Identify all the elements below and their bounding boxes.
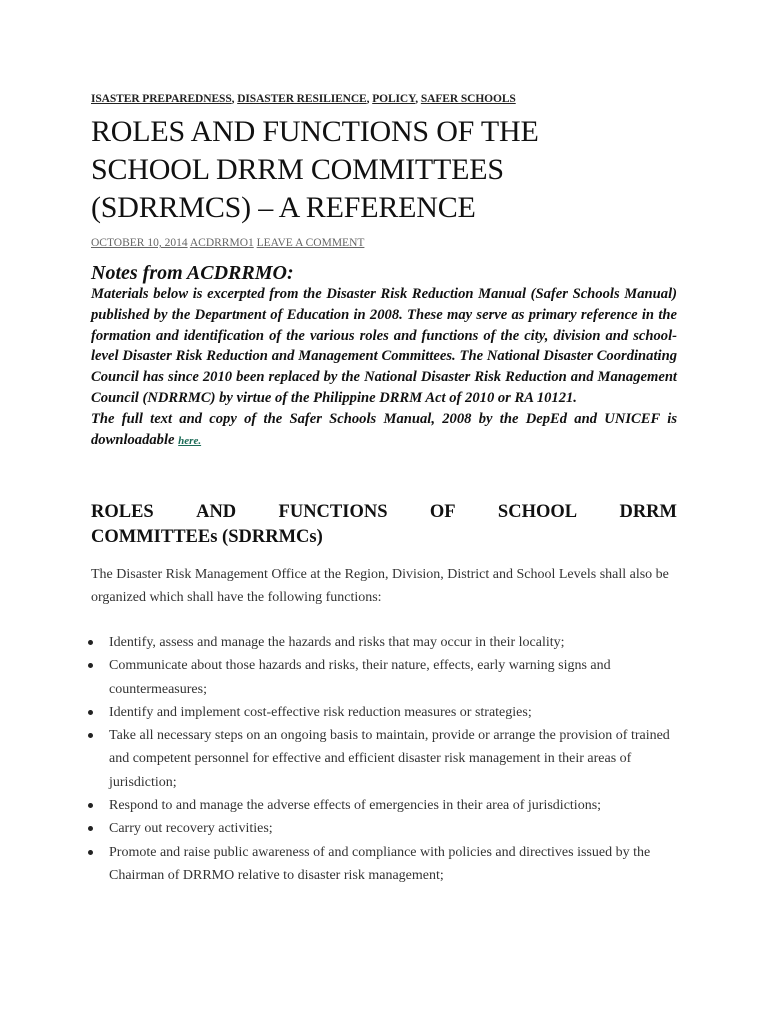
section-heading-line2: COMMITTEEs (SDRRMCs) [91,527,323,547]
list-item: Take all necessary steps on an ongoing basis to maintain, provide or arrange the provision of trained and competent personnel for effective and efficient disaster risk management in their areas of jurisdiction; [91,724,677,794]
list-item: Promote and raise public awareness of and compliance with policies and directives issued by the Chairman of DRRMO relative to disaster risk management; [91,841,677,888]
category-link-disaster-resilience[interactable]: DISASTER RESILIENCE [237,93,367,105]
notes-paragraph: Materials below is excerpted from the Disaster Risk Reduction Manual (Safer Schools Manual) published by the Department of Education in 2008. These may serve as primary reference in the formation and identification of the various roles and functions of the city, division and school-level Disaster Risk Reduction and Management Committees. The National Disaster Coordinating Council has since 2010 been replaced by the National Disaster Risk Reduction and Management Council (NDRRMC) by virtue of the Philippine DRRM Act of 2010 or RA 10121. [91,286,677,406]
bullet-icon [88,850,93,855]
post-date-link[interactable]: OCTOBER 10, 2014 [91,237,188,249]
bullet-icon [88,803,93,808]
bullet-icon [88,663,93,668]
leave-comment-link[interactable]: LEAVE A COMMENT [256,237,365,249]
bullet-icon [88,733,93,738]
list-item: Identify and implement cost-effective risk reduction measures or strategies; [91,701,677,724]
author-link[interactable]: ACDRRMO1 [189,237,254,249]
notes-block [91,284,677,451]
category-links: ISASTER PREPAREDNESS, DISASTER RESILIENCE, POLICY, SAFER SCHOOLS [91,93,516,105]
notes-download-paragraph: The full text and copy of the Safer Schools Manual, 2008 by the DepEd and UNICEF is downloadable here. [91,410,677,448]
intro-paragraph: The Disaster Risk Management Office at the Region, Division, District and School Levels shall also be organized which shall have the following functions: [91,567,669,605]
list-item: Respond to and manage the adverse effects of emergencies in their area of jurisdictions; [91,794,677,817]
download-link[interactable]: here. [178,434,202,447]
page-title: ROLES AND FUNCTIONS OF THE SCHOOL DRRM COMMITTEES (SDRRMCS) – A REFERENCE [91,115,539,224]
post-meta [91,237,364,249]
list-item: Identify, assess and manage the hazards and risks that may occur in their locality; [91,631,677,654]
category-link-policy[interactable]: POLICY [372,93,416,105]
category-link-safer-schools[interactable]: SAFER SCHOOLS [420,93,516,105]
functions-list [91,631,677,887]
section-heading-line1: ROLES AND FUNCTIONS OF SCHOOL DRRM [91,502,677,522]
bullet-icon [88,710,93,715]
bullet-icon [88,640,93,645]
list-item: Carry out recovery activities; [91,817,677,840]
list-item: Communicate about those hazards and risks, their nature, effects, early warning signs and countermeasures; [91,654,677,701]
section-heading [91,500,677,550]
bullet-icon [88,826,93,831]
category-link-disaster-preparedness[interactable]: ISASTER PREPAREDNESS [91,93,232,105]
notes-heading: Notes from ACDRRMO: [91,262,294,284]
